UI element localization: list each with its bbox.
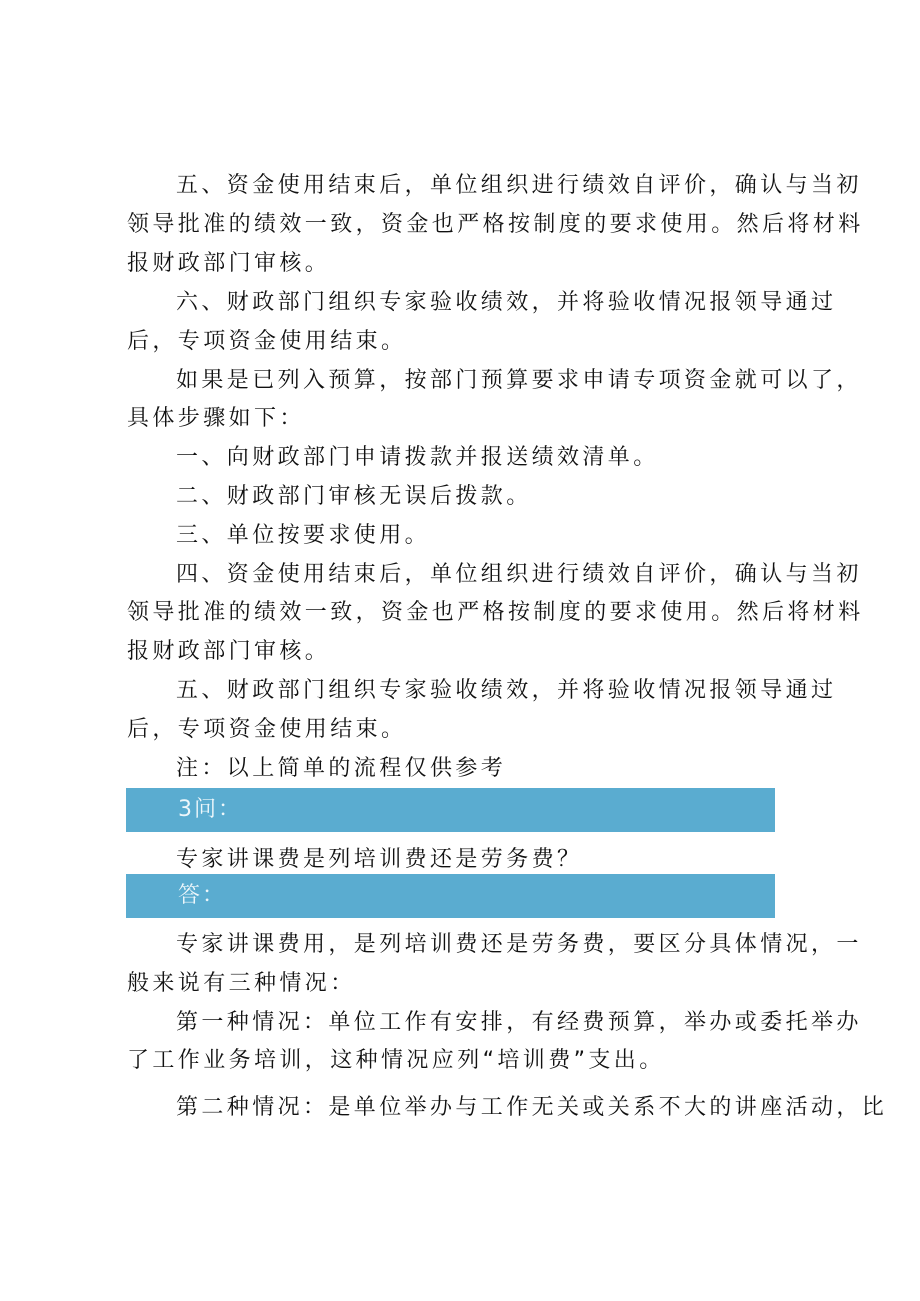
question-text: 专家讲课费是列培训费还是劳务费？	[176, 847, 583, 872]
paragraph-line: 五、财政部门组织专家验收绩效，并将验收情况报领导通过	[176, 678, 837, 703]
paragraph-line: 了工作业务培训，这种情况应列“培训费”支出。	[127, 1048, 665, 1073]
question-band	[126, 788, 775, 832]
paragraph-line: 第一种情况：单位工作有安排，有经费预算，举办或委托举办	[176, 1010, 862, 1035]
paragraph-line: 具体步骤如下：	[127, 406, 305, 431]
answer-label: 答：	[178, 883, 227, 908]
paragraph-line: 二、财政部门审核无误后拨款。	[176, 484, 532, 509]
paragraph-line: 四、资金使用结束后，单位组织进行绩效自评价，确认与当初	[176, 562, 862, 587]
paragraph-line: 三、单位按要求使用。	[176, 523, 431, 548]
paragraph-line: 领导批准的绩效一致，资金也严格按制度的要求使用。然后将材料	[127, 600, 864, 625]
paragraph-line: 般来说有三种情况：	[127, 971, 356, 996]
paragraph-line: 如果是已列入预算，按部门预算要求申请专项资金就可以了，	[176, 368, 862, 393]
answer-band	[126, 874, 775, 918]
paragraph-line: 六、财政部门组织专家验收绩效，并将验收情况报领导通过	[176, 290, 837, 315]
paragraph-line: 五、资金使用结束后，单位组织进行绩效自评价，确认与当初	[176, 173, 862, 198]
paragraph-line: 一、向财政部门申请拨款并报送绩效清单。	[176, 445, 659, 470]
paragraph-line: 第二种情况：是单位举办与工作无关或关系不大的讲座活动，比	[176, 1095, 888, 1120]
note-line: 注：以上简单的流程仅供参考	[176, 756, 507, 781]
paragraph-line: 后，专项资金使用结束。	[127, 717, 407, 742]
paragraph-line: 报财政部门审核。	[127, 639, 331, 664]
paragraph-line: 后，专项资金使用结束。	[127, 329, 407, 354]
question-label: 3问：	[178, 797, 242, 822]
paragraph-line: 报财政部门审核。	[127, 251, 331, 276]
paragraph-line: 领导批准的绩效一致，资金也严格按制度的要求使用。然后将材料	[127, 212, 864, 237]
paragraph-line: 专家讲课费用，是列培训费还是劳务费，要区分具体情况，一	[176, 932, 862, 957]
